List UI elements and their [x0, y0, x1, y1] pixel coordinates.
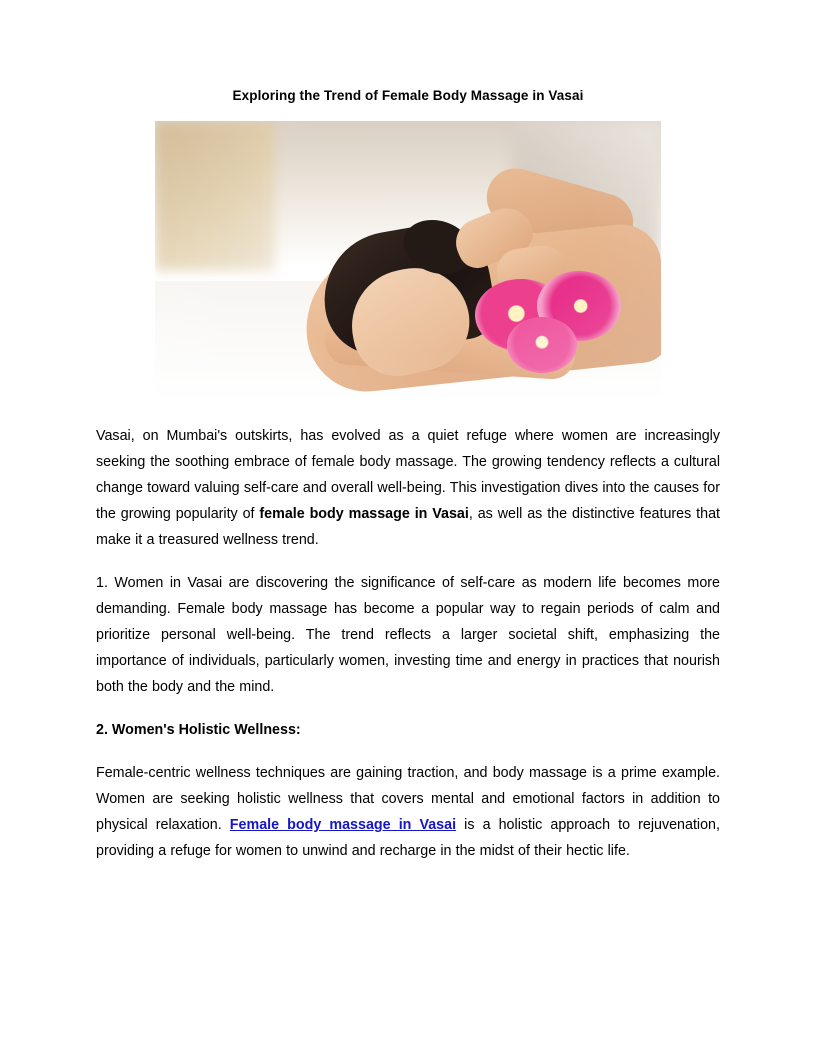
paragraph-point-one: 1. Women in Vasai are discovering the significance of self-care as modern life becomes more demanding. Female body massage has become a popular way to regain periods of calm and prioritize personal well-being. The trend reflects a larger societal shift, emphasizing the importance of individuals, particularly women, investing time and energy in practices that nourish both the body and the mind.: [96, 575, 720, 695]
paragraph-intro-text-a: Vasai, on Mumbai's outskirts, has evolved as a quiet refuge where women are increasingly seeking the soothing embrace of female body massage. The growing tendency reflects a cultural change toward valuing self-care and overall well-being. This investigation dives into the causes for the growing popularity of: [96, 428, 720, 522]
paragraph-point-two-text-a: Female-centric wellness techniques are gaining traction, and body massage is a prime example. Women are seeking holistic wellness that covers mental and emotional factors in addition to physical relaxation.: [96, 765, 720, 833]
photo-light-overlay: [155, 121, 661, 401]
section-heading-holistic-wellness: 2. Women's Holistic Wellness:: [96, 722, 301, 738]
paragraph-point-two: [96, 760, 720, 864]
document-content: [96, 88, 720, 864]
page-title: Exploring the Trend of Female Body Massage in Vasai: [232, 88, 584, 103]
massage-photo: [155, 121, 661, 401]
female-body-massage-link[interactable]: Female body massage in Vasai: [229, 817, 457, 833]
paragraph-intro: [96, 423, 720, 553]
paragraph-intro-text-b: , as well as the distinctive features that make it a treasured wellness trend.: [96, 506, 720, 548]
paragraph-point-two-text-b: is a holistic approach to rejuvenation, providing a refuge for women to unwind and recharge in the midst of their hectic life.: [96, 817, 720, 859]
paragraph-intro-keyword: female body massage in Vasai: [259, 506, 469, 522]
